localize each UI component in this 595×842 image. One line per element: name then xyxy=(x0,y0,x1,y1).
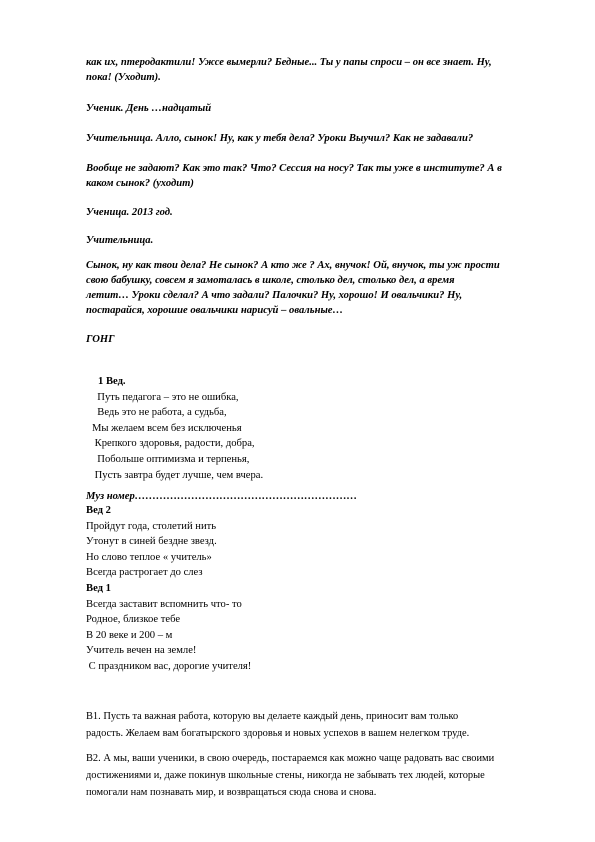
text-line: свою бабушку, совсем я замоталась в школе, столько дел, столько дел, а время xyxy=(86,275,455,286)
text-line: как их, птеродактили! Ужсе вымерли? Бедные... Ты у папы спроси – он все знает. Ну, xyxy=(86,57,492,68)
paragraph-5 xyxy=(86,205,556,220)
paragraph-4 xyxy=(86,161,556,191)
poem-line: Учитель вечен на земле! xyxy=(86,645,197,657)
text-line: постарайся, хорошие овальчики нарисуй – овальные… xyxy=(86,305,344,316)
poem-line: Всегда растрогает до слез xyxy=(86,567,203,579)
poem-line: Утонут в синей бездне звезд. xyxy=(86,536,217,548)
text-line: каком сынок? (уходит) xyxy=(86,178,194,189)
poem-line: Мы желаем всем без исключенья xyxy=(92,422,242,434)
text-line: Вообще не задают? Как это так? Что? Сессия на носу? Так ты уже в институте? А в xyxy=(86,163,502,174)
closing-paragraph-b1 xyxy=(86,708,556,742)
text-line: летит… Уроки сделал? А что задали? Палочки? Ну, хорошо! И овальчики? Ну, xyxy=(86,290,463,301)
poem-line: Родное, близкое тебе xyxy=(86,614,181,626)
text-line: Ученик. День …надцатый xyxy=(86,103,212,114)
text-line: Учительница. xyxy=(86,235,154,246)
poem-block-1 xyxy=(92,374,263,483)
poem-title: 1 Вед. xyxy=(98,376,126,387)
poem-block-2 xyxy=(86,503,251,675)
poem-title: Вед 1 xyxy=(86,582,111,594)
text-line: В1. Пусть та важная работа, которую вы делаете каждый день, приносит вам только xyxy=(86,711,459,722)
poem-line: В 20 веке и 200 – м xyxy=(86,629,173,641)
poem-line: Ведь это не работа, а судьба, xyxy=(92,407,227,419)
text-line: достижениями и, даже покинув школьные стены, никогда не забывать тех людей, которые xyxy=(86,770,485,781)
text-line: помогали нам познавать мир, и возвращаться сюда снова и снова. xyxy=(86,787,377,798)
text-line: Учительница. Алло, сынок! Ну, как у тебя дела? Уроки Выучил? Как не задавали? xyxy=(86,133,474,144)
text-line: В2. А мы, ваши ученики, в свою очередь, постараемся как можно чаще радовать вас своими xyxy=(86,753,495,764)
poem-line: Всегда заставит вспомнить что- то xyxy=(86,598,242,610)
paragraph-1 xyxy=(86,55,556,85)
poem-title: Вед 2 xyxy=(86,505,111,516)
text-line: Сынок, ну как твои дела? Не сынок? А кто же ? Ах, внучок! Ой, внучок, ты уж прости xyxy=(86,260,500,271)
paragraph-3 xyxy=(86,131,556,146)
poem-line: Пусть завтра будет лучше, чем вчера. xyxy=(92,469,264,481)
text-line: Муз номер……………………………………………………… xyxy=(86,491,358,502)
poem-line: Крепкого здоровья, радости, добра, xyxy=(92,438,255,450)
text-line: ГОНГ xyxy=(86,334,115,345)
closing-paragraph-b2 xyxy=(86,750,556,801)
poem-line: С праздником вас, дорогие учителя! xyxy=(86,660,252,672)
poem-line: Путь педагога – это не ошибка, xyxy=(92,391,239,403)
text-line: Ученица. 2013 год. xyxy=(86,207,173,218)
music-number-line xyxy=(86,489,556,504)
poem-line: Но слово теплое « учитель» xyxy=(86,551,212,563)
poem-line: Пройдут года, столетий нить xyxy=(86,520,217,532)
poem-line: Побольше оптимизма и терпенья, xyxy=(92,453,250,465)
paragraph-8 xyxy=(86,332,556,347)
paragraph-7 xyxy=(86,258,556,318)
paragraph-2 xyxy=(86,101,556,116)
paragraph-6 xyxy=(86,233,556,248)
text-line: радость. Желаем вам богатырского здоровья и новых успехов в вашем нелегком труде. xyxy=(86,728,470,739)
text-line: пока! (Уходит). xyxy=(86,72,161,83)
